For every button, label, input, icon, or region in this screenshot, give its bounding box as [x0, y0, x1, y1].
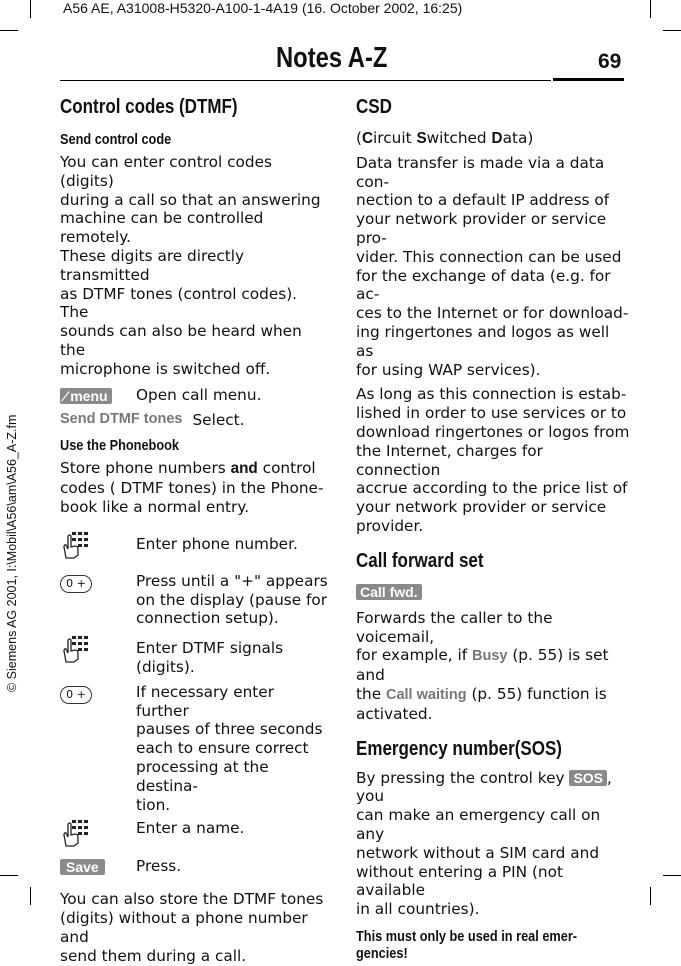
text-line: lished in order to use services or to — [356, 404, 627, 423]
text-line: Forwards the caller to the voicemail, — [356, 608, 553, 646]
step-enter-name — [60, 819, 330, 851]
step-text — [136, 635, 283, 677]
text-span: (p. 55) function is — [471, 684, 607, 703]
send-dtmf-tones-label: Send DTMF tones — [60, 410, 183, 427]
csd-paragraph-2 — [356, 385, 631, 535]
text-span: witched — [426, 129, 492, 147]
sos-key: SOS — [569, 770, 607, 786]
subheading-send-control-code: Send control code — [60, 131, 172, 148]
busy-label: Busy — [471, 648, 508, 665]
step-text: Enter phone number. — [136, 534, 298, 553]
text-line: for the exchange of data (e.g. for ac- — [356, 266, 611, 304]
text-line: on the display (pause for — [136, 590, 328, 609]
text-line: for using WAP services). — [356, 360, 541, 379]
menu-softkey — [60, 388, 112, 404]
text-span: for example, if — [356, 646, 468, 665]
step-text: Enter a name. — [136, 819, 245, 838]
keypad-icon — [60, 819, 92, 847]
page-number: 69 — [598, 50, 622, 73]
crop-mark — [663, 875, 681, 876]
text-span: D — [491, 130, 503, 147]
step-text: Press. — [136, 857, 182, 876]
heading-emergency-number: Emergency number(SOS) — [356, 737, 562, 760]
text-line: tion. — [136, 795, 171, 814]
text-line: provider. — [356, 516, 424, 535]
crop-mark — [650, 0, 651, 18]
text-line — [356, 685, 631, 705]
menu-description: Open call menu. — [136, 385, 262, 404]
menu-row — [60, 386, 330, 405]
text-line: These digits are directly transmitted — [60, 246, 245, 284]
text-line: book like a normal entry. — [60, 497, 250, 516]
zero-plus-key-icon: 0 + — [60, 575, 92, 593]
text-span: C — [361, 130, 374, 147]
csd-expansion — [356, 129, 631, 149]
csd-paragraph-1 — [356, 154, 631, 380]
text-line: sounds can also be heard when the — [60, 322, 302, 359]
text-line: download ringertones or logos from — [356, 422, 630, 441]
save-softkey: Save — [60, 859, 105, 875]
text-span: S — [416, 130, 427, 147]
text-line: your network provider or service — [356, 498, 607, 517]
step-text — [136, 572, 328, 628]
call-icon: ⁄ — [64, 387, 71, 404]
text-line: send them during a call. — [60, 946, 247, 965]
warning-line: This must only be used in real emer- — [356, 927, 578, 945]
crop-mark — [0, 30, 18, 31]
text-span: , you — [356, 768, 612, 806]
text-line: codes ( DTMF tones) in the Phone- — [60, 479, 324, 498]
text-line: Enter DTMF signals — [136, 639, 284, 658]
text-line: during a call so that an answering — [60, 190, 321, 209]
text-line: activated. — [356, 704, 433, 723]
text-line: vider. This connection can be used — [356, 247, 622, 266]
call-waiting-label: Call waiting — [385, 686, 467, 703]
text-line: ces to the Internet or for download- — [356, 304, 629, 323]
send-tones-description: Select. — [192, 410, 245, 429]
text-line: (digits) without a phone number and — [60, 909, 308, 946]
crop-mark — [0, 875, 18, 876]
zero-plus-key-icon: 0 + — [60, 686, 92, 704]
text-line: network without a SIM card and — [356, 843, 600, 862]
warning-line: gencies! — [356, 944, 408, 962]
step-press-zero — [60, 572, 330, 628]
call-forward-paragraph — [356, 609, 631, 724]
text-line: processing at the destina- — [136, 757, 269, 795]
text-line: microphone is switched off. — [60, 359, 271, 378]
also-paragraph — [60, 890, 330, 965]
text-span: (p. 55) is set and — [356, 646, 609, 685]
text-line: If necessary enter further — [136, 682, 275, 720]
keypad-icon — [60, 635, 92, 663]
text-span: the — [356, 684, 382, 703]
text-line: As long as this connection is estab- — [356, 385, 627, 404]
text-line: connection setup). — [136, 609, 279, 628]
text-line: accrue according to the price list of — [356, 479, 628, 498]
title-rule — [60, 80, 551, 81]
text-span: ( — [356, 129, 362, 147]
step-text — [136, 683, 330, 815]
text-line: (digits). — [136, 657, 195, 676]
crop-mark — [650, 887, 651, 905]
text-line — [356, 646, 631, 685]
heading-control-codes: Control codes (DTMF) — [60, 96, 238, 118]
send-paragraph — [60, 153, 330, 379]
text-line: the Internet, charges for connection — [356, 441, 543, 479]
menu-key-label: menu — [70, 387, 108, 404]
text-line: machine can be controlled remotely. — [60, 209, 264, 247]
text-line: without entering a PIN (not available — [356, 862, 563, 900]
text-span: ata) — [502, 129, 534, 147]
text-line: can make an emergency call on any — [356, 806, 601, 843]
text-span: By pressing the control key — [356, 768, 565, 787]
running-header: A56 AE, A31008-H5320-A100-1-4A19 (16. October 2002, 16:25) — [63, 0, 463, 16]
send-tones-row — [60, 411, 330, 430]
heading-csd: CSD — [356, 96, 392, 118]
text-line: each to ensure correct — [136, 739, 309, 758]
subheading-use-phonebook: Use the Phonebook — [60, 437, 180, 455]
right-column — [356, 96, 631, 962]
left-column — [60, 96, 330, 966]
text-line: You can enter control codes (digits) — [60, 153, 272, 190]
text-span: ircuit — [373, 129, 417, 147]
text-line: as DTMF tones (control codes). The — [60, 284, 298, 322]
crop-mark — [663, 30, 681, 31]
text-line: pauses of three seconds — [136, 720, 323, 739]
text-line: Data transfer is made via a data con- — [356, 153, 605, 191]
crop-mark — [30, 887, 31, 905]
side-copyright: © Siemens AG 2001, I:\Mobil\A56\am\A56_A-Z.fm — [5, 414, 19, 692]
text-span: Store phone numbers — [60, 459, 226, 478]
sos-warning — [356, 928, 631, 962]
text-line — [356, 769, 631, 807]
step-enter-dtmf — [60, 635, 330, 677]
page-number-rule — [553, 78, 624, 81]
text-line: in all countries). — [356, 900, 480, 919]
text-line: Press until a "+" appears — [136, 571, 328, 590]
text-line: You can also store the DTMF tones — [60, 890, 324, 909]
text-line: ing ringertones and logos as well as — [356, 322, 610, 360]
step-pauses — [60, 683, 330, 815]
keypad-icon — [60, 531, 92, 559]
sos-paragraph — [356, 769, 631, 919]
step-save — [60, 857, 330, 876]
text-span: control — [262, 459, 316, 478]
heading-call-forward: Call forward set — [356, 549, 484, 572]
crop-mark — [30, 0, 31, 18]
text-line: your network provider or service pro- — [356, 210, 607, 247]
step-enter-number — [60, 531, 330, 563]
call-fwd-softkey: Call fwd. — [356, 584, 422, 600]
phonebook-line — [60, 459, 330, 479]
page-title: Notes A-Z — [276, 42, 388, 74]
and-emphasis: and — [230, 460, 258, 478]
text-line: nection to a default IP address of — [356, 191, 610, 210]
